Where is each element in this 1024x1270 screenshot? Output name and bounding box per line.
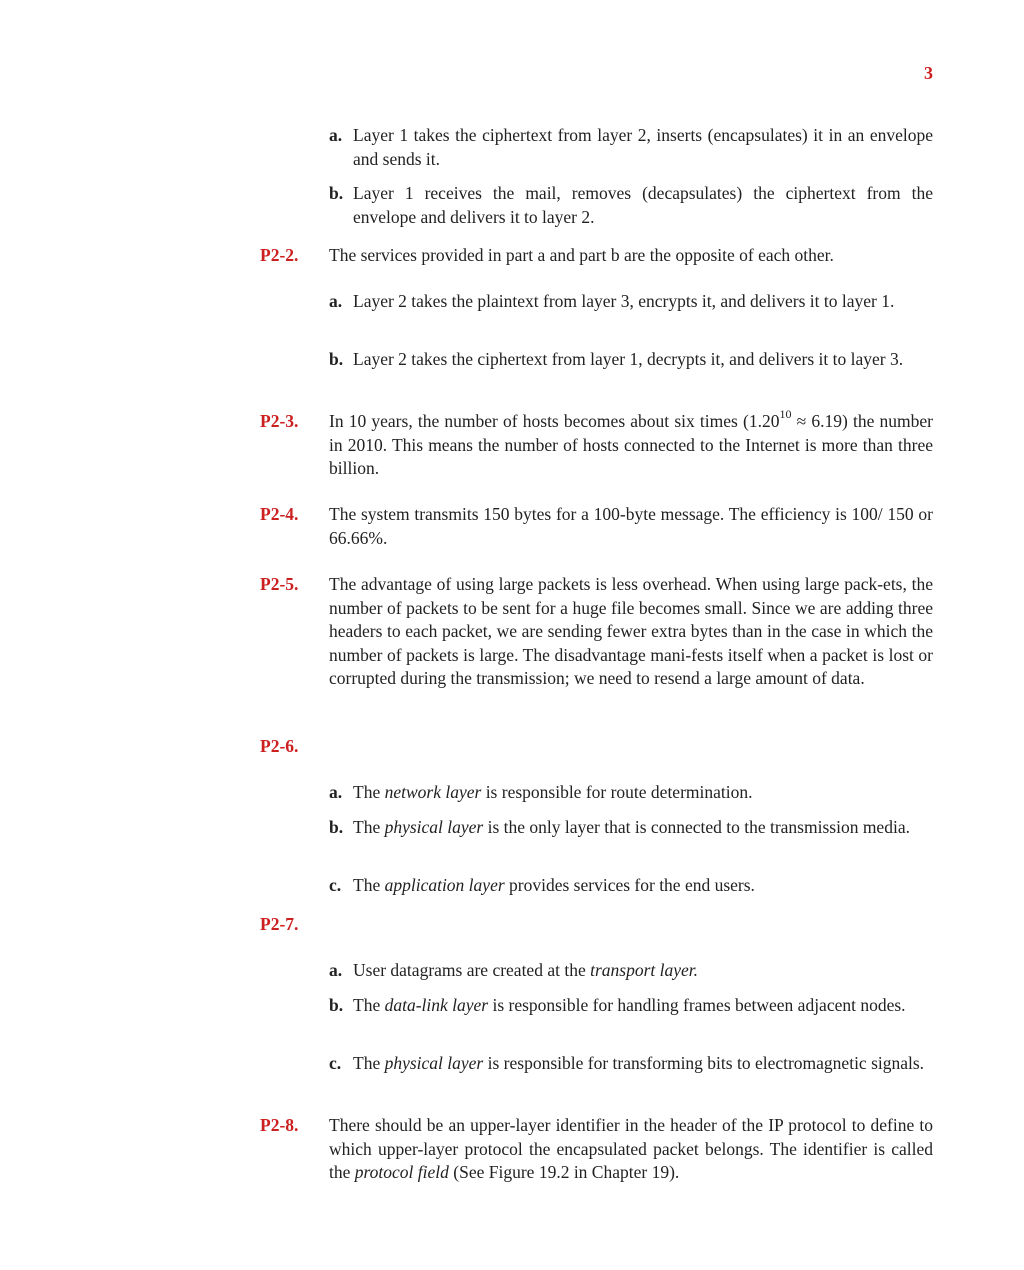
p2-2-item-a-text: Layer 2 takes the plaintext from layer 3, encrypts it, and delivers it to layer 1. [353,291,895,311]
p2-3-text-2: ≈ 6.19) the number in 2010. This means the number of hosts connected to the Internet is more than three billion. [329,411,933,478]
item-label-b: b. [329,995,344,1015]
p2-7-item-a [329,959,933,983]
problem-label: P2-7. [260,914,299,934]
item-emphasis: transport layer. [590,960,699,980]
item-emphasis: application layer [384,875,505,895]
item-text: The [353,817,385,837]
item-text: is responsible for handling frames between adjacent nodes. [488,995,906,1015]
item-label-b: b. [329,817,344,837]
item-text: The [353,995,385,1015]
p2-1-item-b-text: Layer 1 receives the mail, removes (decapsulates) the ciphertext from the envelope and delivers it to layer 2. [353,183,933,227]
item-emphasis: physical layer [384,817,484,837]
item-text: User datagrams are created at the [353,960,591,980]
p2-1-item-a [329,124,933,171]
problem-label: P2-2. [260,245,299,265]
problem-label: P2-8. [260,1115,299,1135]
item-emphasis: network layer [384,782,482,802]
problem-text: The services provided in part a and part b are the opposite of each other. [329,245,834,265]
problem-text: The advantage of using large packets is less overhead. When using large pack-ets, the number of packets to be sent for a huge file becomes small. Since we are adding three headers to each packet, we are sending fewer extra bytes than in the case in which the number of packets is large. The disadvantage mani-fests itself when a packet is lost or corrupted during the transmission; we need to resend a large amount of data. [329,574,933,688]
p2-8-text-1: There should be an upper-layer identifier in the header of the IP protocol to define to which upper-layer protocol the encapsulated packet belongs. The identifier is called the [329,1115,933,1182]
item-label-b: b. [329,349,344,369]
item-text: is responsible for route determination. [481,782,753,802]
problem-label: P2-3. [260,411,299,431]
item-label-a: a. [329,782,343,802]
p2-3-text-1: In 10 years, the number of hosts becomes about six times (1.20 [329,411,780,431]
problem-text: The system transmits 150 bytes for a 100-byte message. The efficiency is 100/ 150 or 66.66%. [329,504,933,548]
p2-6-item-c [329,874,933,898]
problem-label: P2-5. [260,574,299,594]
p2-2-item-b [329,348,933,372]
p2-6-item-a [329,781,933,805]
p2-2-item-b-text: Layer 2 takes the ciphertext from layer 1, decrypts it, and delivers it to layer 3. [353,349,904,369]
p2-3-exponent: 10 [779,407,792,422]
item-label-a: a. [329,125,343,145]
item-label-c: c. [329,1053,342,1073]
page-number: 3 [924,63,933,83]
item-label-a: a. [329,960,343,980]
problem-text [329,407,933,481]
p2-8-text-2: (See Figure 19.2 in Chapter 19). [448,1162,680,1182]
problem-label: P2-4. [260,504,299,524]
item-text: The [353,875,385,895]
p2-7-item-c [329,1052,933,1076]
item-label-a: a. [329,291,343,311]
item-text: The [353,1053,385,1073]
item-text: is the only layer that is connected to the transmission media. [483,817,910,837]
p2-6-item-b [329,816,933,840]
p2-1-item-a-text: Layer 1 takes the ciphertext from layer 2, inserts (encapsulates) it in an envelope and sends it. [353,125,933,169]
item-text: The [353,782,385,802]
p2-7-item-b [329,994,933,1018]
problem-text [329,1114,933,1185]
item-emphasis: data-link layer [384,995,489,1015]
p2-1-item-b [329,182,933,229]
item-label-c: c. [329,875,342,895]
item-emphasis: physical layer [384,1053,484,1073]
p2-8-emphasis: protocol field [354,1162,449,1182]
item-label-b: b. [329,183,344,203]
item-text: is responsible for transforming bits to electromagnetic signals. [483,1053,925,1073]
problem-label: P2-6. [260,736,299,756]
p2-2-item-a [329,290,933,314]
item-text: provides services for the end users. [504,875,755,895]
